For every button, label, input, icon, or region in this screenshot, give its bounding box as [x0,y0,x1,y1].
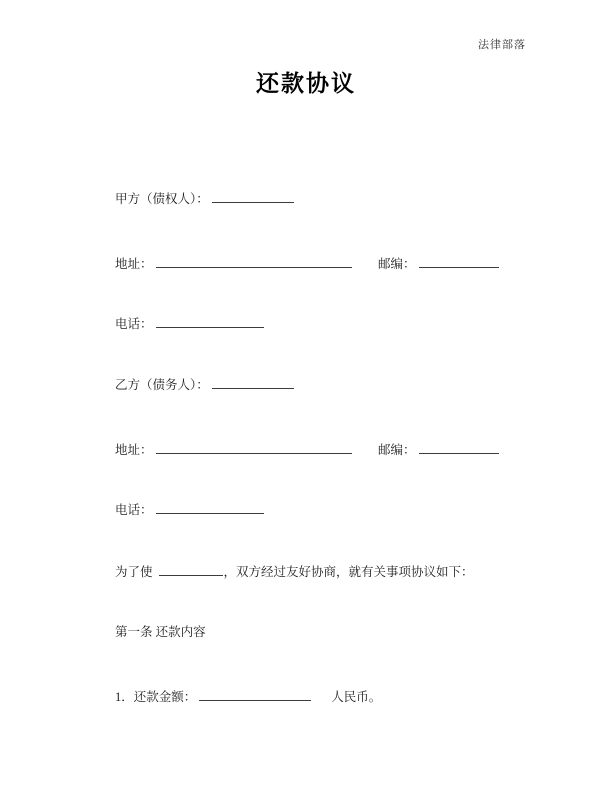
party-a-address-row [115,255,352,272]
party-a-postal-row [378,255,499,272]
party-a-address-blank [156,255,352,268]
party-b-label: 乙方（债务人）： [115,378,209,392]
party-b-postal-blank [419,441,499,454]
party-a-row [115,190,294,207]
document-title: 还款协议 [256,70,356,96]
purpose-row [115,563,474,580]
purpose-suffix: ，双方经过友好协商，就有关事项协议如下： [223,565,474,579]
party-a-phone-blank [156,315,264,328]
clause-1-suffix: 人民币。 [331,690,382,704]
party-a-address-label: 地址： [115,257,153,271]
party-a-phone-label: 电话： [115,317,153,331]
article-1-heading [115,625,206,640]
party-b-phone-row [115,501,264,518]
party-b-address-row [115,441,352,458]
brand-watermark: 法律部落 [478,39,526,51]
party-b-postal-row [378,441,499,458]
purpose-prefix: 为了使 [115,565,153,579]
article-1-heading-text: 第一条 还款内容 [115,625,206,639]
clause-1-label: 1．还款金额： [115,690,197,704]
party-b-phone-blank [156,501,264,514]
party-b-name-blank [212,376,294,389]
party-b-postal-label: 邮编： [378,443,416,457]
purpose-blank [159,563,223,576]
party-a-name-blank [212,190,294,203]
party-a-phone-row [115,315,264,332]
party-a-postal-blank [419,255,499,268]
party-a-label: 甲方（债权人）： [115,192,209,206]
party-b-address-label: 地址： [115,443,153,457]
clause-1-amount-blank [199,688,311,701]
party-b-row [115,376,294,393]
party-a-postal-label: 邮编： [378,257,416,271]
party-b-address-blank [156,441,352,454]
clause-1-row [115,688,381,705]
party-b-phone-label: 电话： [115,503,153,517]
